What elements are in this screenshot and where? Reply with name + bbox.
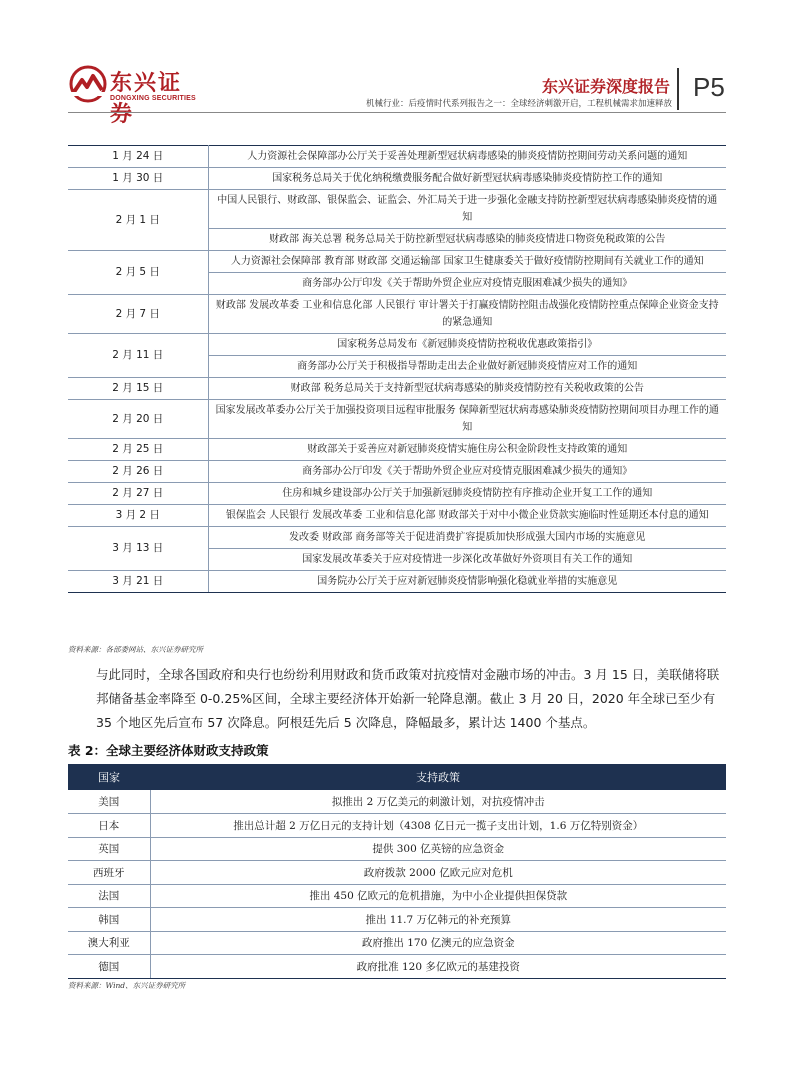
country-cell: 日本 bbox=[68, 814, 150, 838]
policy-cell: 中国人民银行、财政部、银保监会、证监会、外汇局关于进一步强化金融支持防控新型冠状病毒感染肺炎疫情的通知 bbox=[208, 190, 726, 229]
table2-source: 资料来源：Wind、东兴证券研究所 bbox=[68, 981, 186, 990]
country-cell: 德国 bbox=[68, 955, 150, 979]
policy-cell: 国家发展改革委关于应对疫情进一步深化改革做好外资项目有关工作的通知 bbox=[208, 549, 726, 571]
policy-cell: 商务部办公厅印发《关于帮助外贸企业应对疫情克服困难减少损失的通知》 bbox=[208, 461, 726, 483]
policy-cell: 人力资源社会保障部 教育部 财政部 交通运输部 国家卫生健康委关于做好疫情防控期间有关就业工作的通知 bbox=[208, 251, 726, 273]
date-cell: 1 月 24 日 bbox=[68, 146, 208, 168]
table-row bbox=[68, 168, 726, 190]
policy-cell: 住房和城乡建设部办公厅关于加强新冠肺炎疫情防控有序推动企业开复工工作的通知 bbox=[208, 483, 726, 505]
header-rule bbox=[68, 112, 726, 113]
table-row bbox=[68, 483, 726, 505]
body-paragraph: 与此同时，全球各国政府和央行也纷纷利用财政和货币政策对抗疫情对金融市场的冲击。3 月 15 日，美联储将联邦储备基金率降至 0-0.25%区间，全球主要经济体开始新一轮降息潮。截止 3 月 20 日，2020 年全球已至少有 35 个地区先后宣布 57 次降息。阿根廷先后 5 次降息，降幅最多，累计达 1400 个基点。 bbox=[96, 667, 720, 730]
date-cell: 2 月 11 日 bbox=[68, 334, 208, 378]
header-policy: 支持政策 bbox=[150, 764, 726, 790]
date-cell: 2 月 20 日 bbox=[68, 400, 208, 439]
policy-cell: 拟推出 2 万亿美元的刺激计划，对抗疫情冲击 bbox=[150, 790, 726, 814]
policy-cell: 商务部办公厅关于积极指导帮助走出去企业做好新冠肺炎疫情应对工作的通知 bbox=[208, 356, 726, 378]
table-row bbox=[68, 146, 726, 168]
table-row bbox=[68, 884, 726, 908]
table-row bbox=[68, 190, 726, 229]
report-title: 东兴证券深度报告 bbox=[541, 77, 670, 96]
policy-cell: 国务院办公厅关于应对新冠肺炎疫情影响强化稳就业举措的实施意见 bbox=[208, 571, 726, 593]
table-row bbox=[68, 334, 726, 356]
company-logo bbox=[68, 62, 198, 127]
table-row bbox=[68, 955, 726, 979]
table-row bbox=[68, 505, 726, 527]
date-cell: 2 月 15 日 bbox=[68, 378, 208, 400]
country-cell: 法国 bbox=[68, 884, 150, 908]
date-cell: 2 月 25 日 bbox=[68, 439, 208, 461]
date-cell: 1 月 30 日 bbox=[68, 168, 208, 190]
policy-cell: 推出 11.7 万亿韩元的补充预算 bbox=[150, 908, 726, 932]
table-row bbox=[68, 439, 726, 461]
policy-table bbox=[68, 145, 726, 593]
policy-cell: 国家发展改革委办公厅关于加强投资项目远程审批服务 保障新型冠状病毒感染肺炎疫情防控期间项目办理工作的通知 bbox=[208, 400, 726, 439]
table1-source: 资料来源：各部委网站、东兴证券研究所 bbox=[68, 645, 203, 654]
date-cell: 3 月 2 日 bbox=[68, 505, 208, 527]
date-cell: 3 月 21 日 bbox=[68, 571, 208, 593]
policy-cell: 政府批准 120 多亿欧元的基建投资 bbox=[150, 955, 726, 979]
table-header-row bbox=[68, 764, 726, 790]
date-cell: 2 月 7 日 bbox=[68, 295, 208, 334]
policy-cell: 财政部 海关总署 税务总局关于防控新型冠状病毒感染的肺炎疫情进口物资免税政策的公告 bbox=[208, 229, 726, 251]
report-subtitle: 机械行业：后疫情时代系列报告之一：全球经济刺激开启，工程机械需求加速释放 bbox=[365, 99, 672, 109]
table-row bbox=[68, 461, 726, 483]
policy-cell: 政府推出 170 亿澳元的应急资金 bbox=[150, 931, 726, 955]
date-cell: 2 月 5 日 bbox=[68, 251, 208, 295]
date-cell: 2 月 26 日 bbox=[68, 461, 208, 483]
table-row bbox=[68, 400, 726, 439]
date-cell: 2 月 27 日 bbox=[68, 483, 208, 505]
table2-title: 表 2：全球主要经济体财政支持政策 bbox=[68, 743, 269, 758]
table-row bbox=[68, 527, 726, 549]
policy-cell: 提供 300 亿英镑的应急资金 bbox=[150, 837, 726, 861]
table-row bbox=[68, 931, 726, 955]
country-cell: 韩国 bbox=[68, 908, 150, 932]
table-row bbox=[68, 837, 726, 861]
policy-cell: 国家税务总局关于优化纳税缴费服务配合做好新型冠状病毒感染肺炎疫情防控工作的通知 bbox=[208, 168, 726, 190]
policy-cell: 国家税务总局发布《新冠肺炎疫情防控税收优惠政策指引》 bbox=[208, 334, 726, 356]
table-row bbox=[68, 571, 726, 593]
page-number: P5 bbox=[693, 72, 725, 102]
policy-cell: 商务部办公厅印发《关于帮助外贸企业应对疫情克服困难减少损失的通知》 bbox=[208, 273, 726, 295]
logo-text-cn: 东兴证券 bbox=[110, 71, 183, 127]
header-divider bbox=[677, 68, 679, 110]
policy-cell: 人力资源社会保障部办公厅关于妥善处理新型冠状病毒感染的肺炎疫情防控期间劳动关系问题的通知 bbox=[208, 146, 726, 168]
fiscal-policy-table bbox=[68, 764, 726, 979]
date-cell: 3 月 13 日 bbox=[68, 527, 208, 571]
policy-cell: 财政部 税务总局关于支持新型冠状病毒感染的肺炎疫情防控有关税收政策的公告 bbox=[208, 378, 726, 400]
policy-cell: 推出总计超 2 万亿日元的支持计划（4308 亿日元一揽子支出计划，1.6 万亿特别资金） bbox=[150, 814, 726, 838]
table-row bbox=[68, 814, 726, 838]
policy-cell: 政府拨款 2000 亿欧元应对危机 bbox=[150, 861, 726, 885]
country-cell: 澳大利亚 bbox=[68, 931, 150, 955]
country-cell: 西班牙 bbox=[68, 861, 150, 885]
policy-cell: 发改委 财政部 商务部等关于促进消费扩容提质加快形成强大国内市场的实施意见 bbox=[208, 527, 726, 549]
country-cell: 英国 bbox=[68, 837, 150, 861]
policy-cell: 财政部 发展改革委 工业和信息化部 人民银行 审计署关于打赢疫情防控阻击战强化疫情防控重点保障企业资金支持的紧急通知 bbox=[208, 295, 726, 334]
table-row bbox=[68, 908, 726, 932]
table-row bbox=[68, 790, 726, 814]
table-row bbox=[68, 378, 726, 400]
date-cell: 2 月 1 日 bbox=[68, 190, 208, 251]
policy-cell: 银保监会 人民银行 发展改革委 工业和信息化部 财政部关于对中小微企业贷款实施临时性延期还本付息的通知 bbox=[208, 505, 726, 527]
policy-cell: 推出 450 亿欧元的危机措施，为中小企业提供担保贷款 bbox=[150, 884, 726, 908]
logo-mark-icon bbox=[68, 62, 108, 106]
table-row bbox=[68, 861, 726, 885]
table-row bbox=[68, 295, 726, 334]
header-country: 国家 bbox=[68, 764, 150, 790]
logo-text-en: DONGXING SECURITIES bbox=[110, 95, 196, 102]
table-row bbox=[68, 251, 726, 273]
country-cell: 美国 bbox=[68, 790, 150, 814]
policy-cell: 财政部关于妥善应对新冠肺炎疫情实施住房公积金阶段性支持政策的通知 bbox=[208, 439, 726, 461]
